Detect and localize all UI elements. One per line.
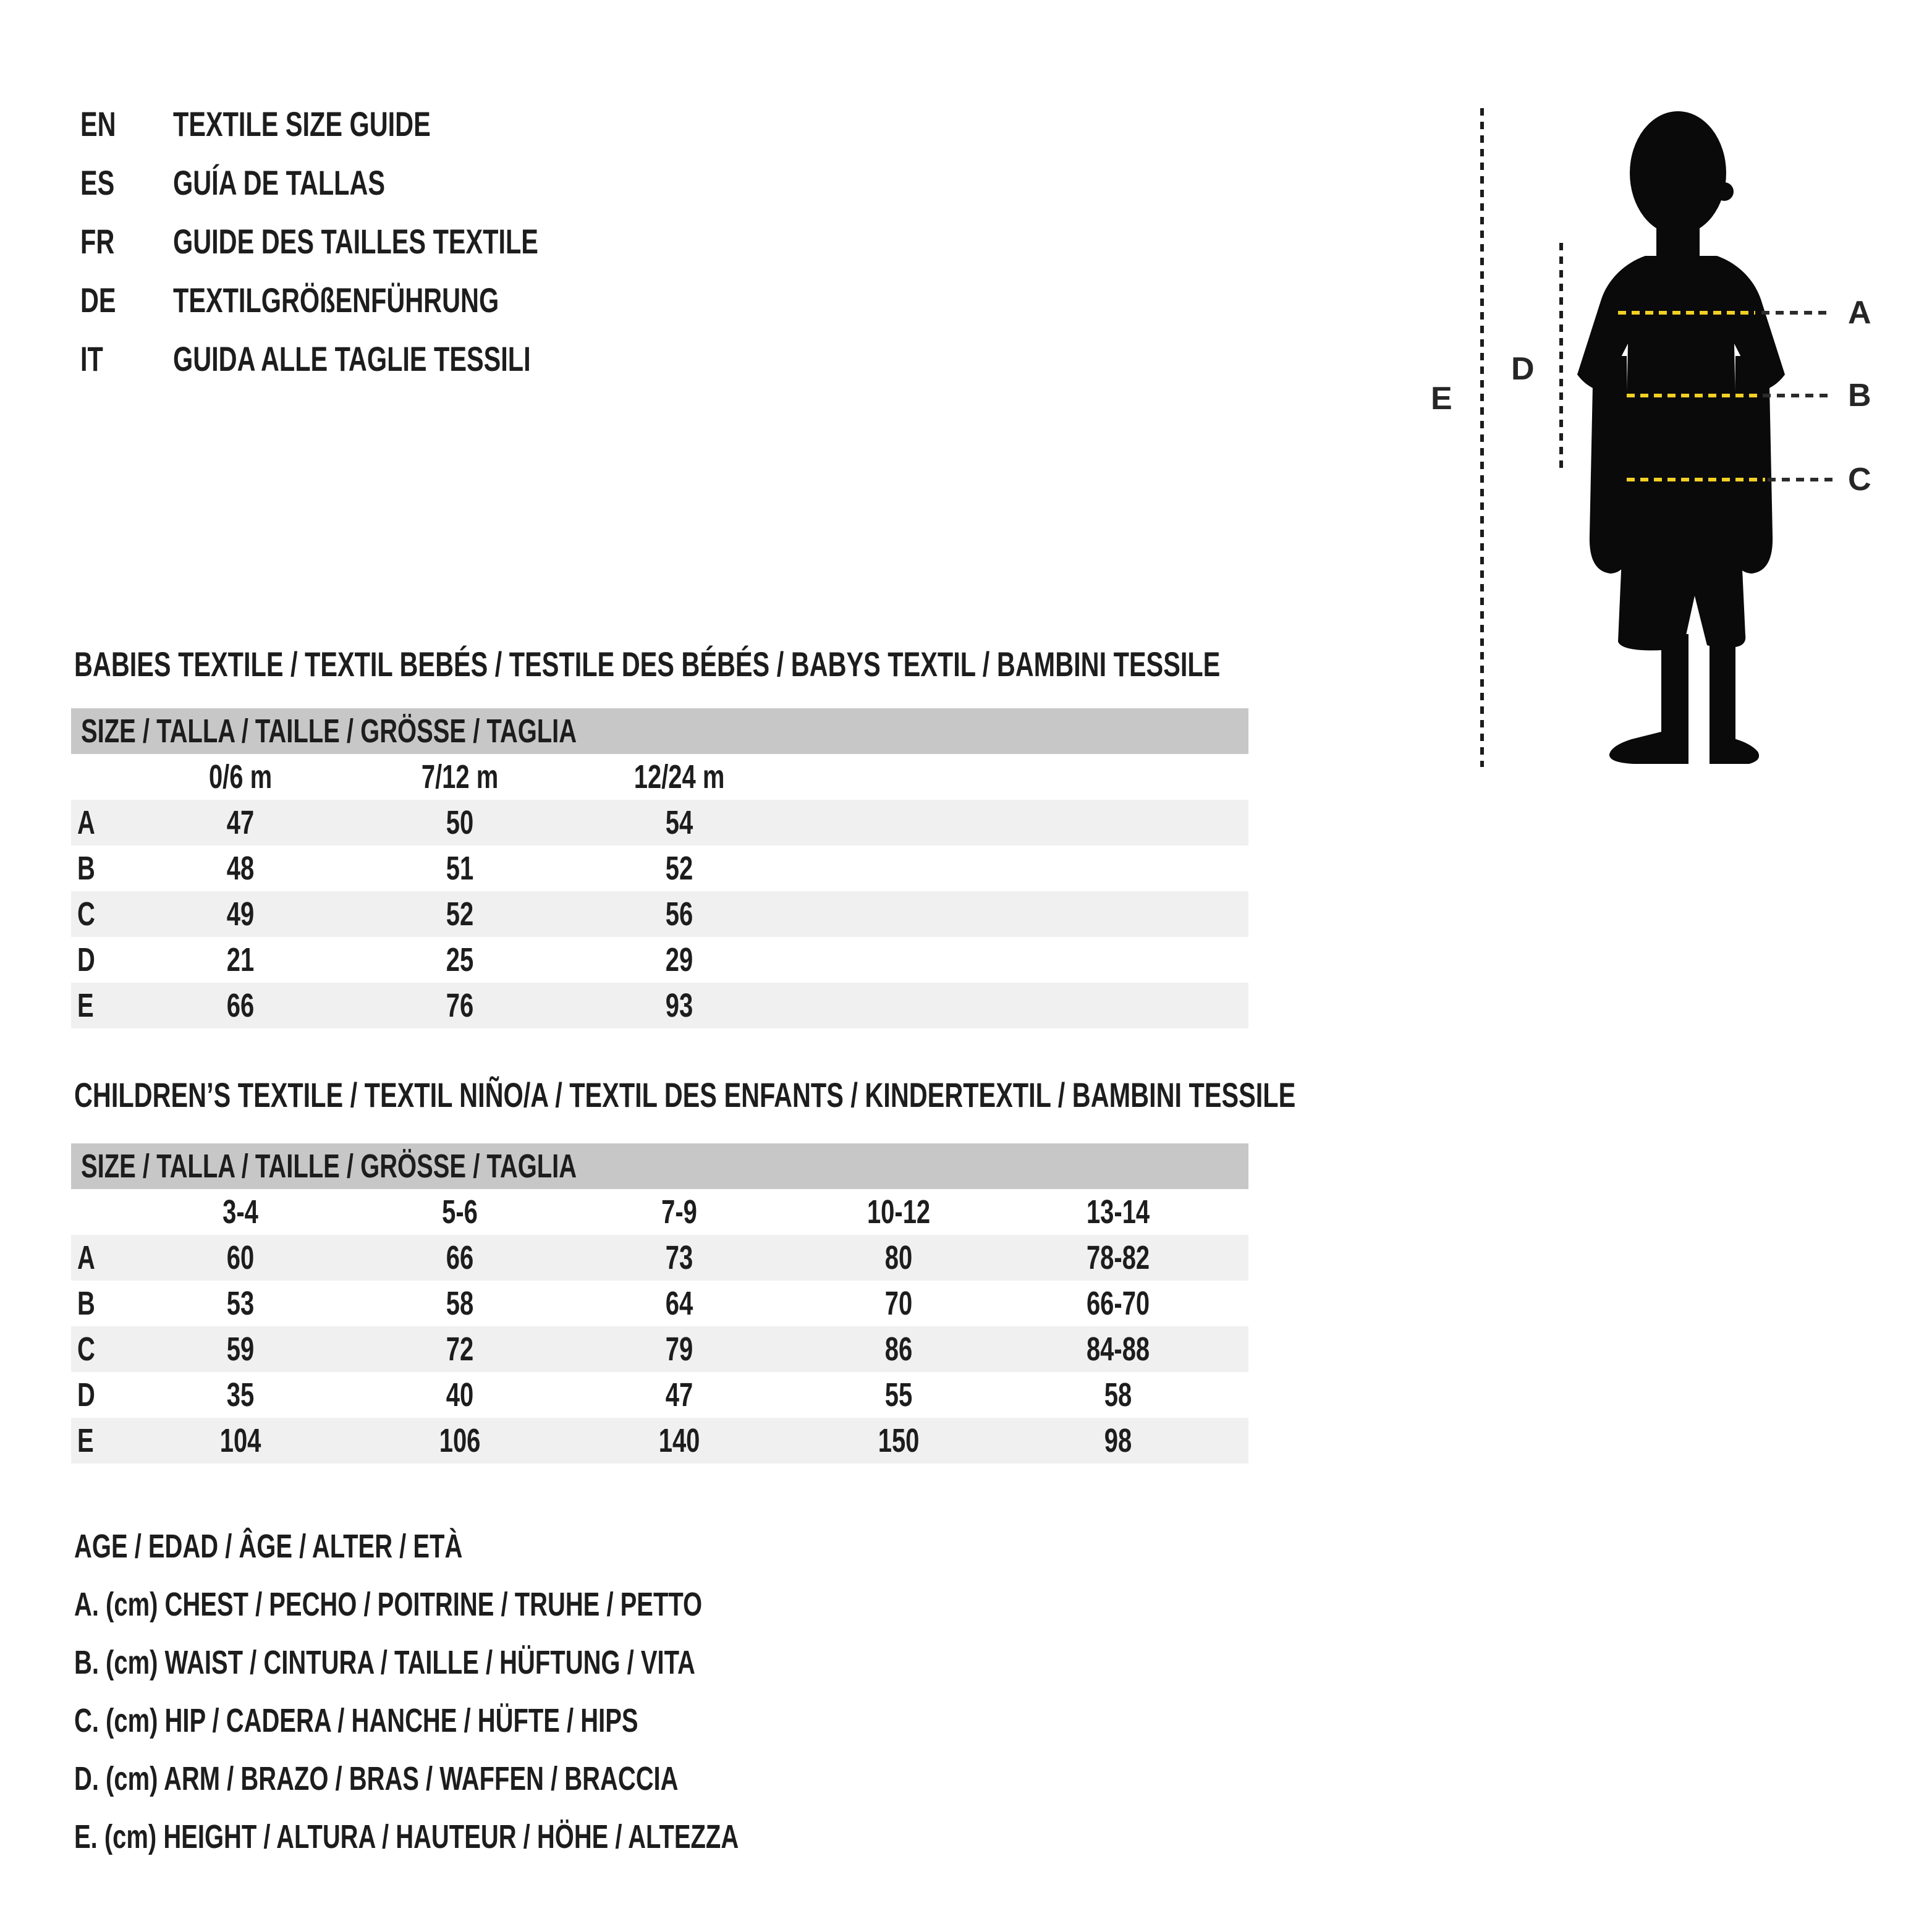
- babies-column-header-row: [71, 754, 1248, 800]
- cell: 98: [1104, 1422, 1132, 1459]
- hip-measure-dashes-black: [1768, 478, 1832, 481]
- row-label: A: [77, 804, 95, 841]
- cell: 25: [446, 941, 474, 978]
- table-row: [71, 1326, 1248, 1372]
- cell: 76: [446, 987, 474, 1024]
- cell: 47: [227, 804, 255, 841]
- column-header: 5-6: [442, 1193, 478, 1231]
- chest-measure-dashes-black: [1761, 311, 1832, 315]
- row-label: B: [77, 1285, 95, 1322]
- cell: 56: [666, 896, 693, 933]
- lang-code: EN: [80, 104, 116, 143]
- babies-size-header-bar: SIZE / TALLA / TAILLE / GRÖSSE / TAGLIA: [71, 708, 1248, 754]
- measure-label-c: C: [1848, 462, 1871, 498]
- silhouette-right-leg: [1710, 631, 1735, 739]
- cell: 40: [446, 1376, 474, 1413]
- row-label: A: [77, 1239, 95, 1276]
- table-row: [71, 1281, 1248, 1326]
- lang-row-en: [80, 95, 667, 153]
- cell: 49: [227, 896, 255, 933]
- measure-label-b: B: [1848, 378, 1871, 413]
- cell: 58: [446, 1285, 474, 1322]
- cell: 73: [666, 1239, 693, 1276]
- babies-table: [71, 754, 1248, 1028]
- lang-code: DE: [80, 281, 116, 320]
- lang-code: FR: [80, 222, 115, 261]
- language-title-list: [80, 95, 667, 388]
- cell: 50: [446, 804, 474, 841]
- cell: 35: [227, 1376, 255, 1413]
- table-row: [71, 937, 1248, 983]
- cell: 78-82: [1087, 1239, 1150, 1276]
- corner-cell: [71, 1189, 131, 1235]
- cell: 59: [227, 1331, 255, 1368]
- cell: 84-88: [1087, 1331, 1150, 1368]
- cell: 58: [1104, 1376, 1132, 1413]
- cell: 93: [666, 987, 693, 1024]
- lang-row-es: [80, 153, 667, 212]
- cell: 64: [666, 1285, 693, 1322]
- cell: 55: [885, 1376, 913, 1413]
- cell: 79: [666, 1331, 693, 1368]
- chest-measure-dashes-yellow: [1618, 311, 1755, 315]
- lang-title: GUIDE DES TAILLES TEXTILE: [173, 222, 538, 261]
- measure-label-e: E: [1431, 381, 1452, 417]
- cell: 80: [885, 1239, 913, 1276]
- column-header: 3-4: [222, 1193, 259, 1231]
- lang-title: GUÍA DE TALLAS: [173, 163, 386, 202]
- waist-measure-dashes-black: [1763, 394, 1832, 397]
- silhouette-ear: [1715, 182, 1734, 201]
- table-row: [71, 800, 1248, 845]
- corner-cell: [71, 754, 131, 800]
- cell: 21: [227, 941, 255, 978]
- legend-height: E. (cm) HEIGHT / ALTURA / HAUTEUR / HÖHE / ALTEZZA: [74, 1818, 739, 1855]
- lang-row-fr: [80, 212, 667, 271]
- silhouette-neck: [1656, 213, 1700, 261]
- cell: 104: [220, 1422, 261, 1459]
- cell: 52: [446, 896, 474, 933]
- lang-row-it: [80, 329, 667, 388]
- lang-title: TEXTILGRÖßENFÜHRUNG: [173, 281, 499, 320]
- legend-age: AGE / EDAD / ÂGE / ALTER / ETÀ: [74, 1528, 463, 1565]
- row-label: B: [77, 850, 95, 887]
- table-row: [71, 845, 1248, 891]
- cell: 51: [446, 850, 474, 887]
- column-header: 7-9: [661, 1193, 698, 1231]
- table-row: [71, 891, 1248, 937]
- children-size-header-bar: SIZE / TALLA / TAILLE / GRÖSSE / TAGLIA: [71, 1143, 1248, 1189]
- table-row: [71, 1418, 1248, 1464]
- silhouette-left-shoe: [1609, 732, 1688, 764]
- cell: 60: [227, 1239, 255, 1276]
- row-label: D: [77, 941, 95, 978]
- legend-arm: D. (cm) ARM / BRAZO / BRAS / WAFFEN / BRACCIA: [74, 1760, 679, 1797]
- row-label: D: [77, 1376, 95, 1413]
- column-header: 7/12 m: [422, 758, 499, 795]
- row-label: C: [77, 896, 95, 933]
- lang-title: TEXTILE SIZE GUIDE: [173, 104, 431, 143]
- cell: 70: [885, 1285, 913, 1322]
- measurement-legend: [74, 1517, 972, 1866]
- measure-label-d: D: [1511, 351, 1535, 387]
- hip-measure-dashes-yellow: [1627, 478, 1765, 481]
- cell: 66: [227, 987, 255, 1024]
- cell: 29: [666, 941, 693, 978]
- cell: 150: [878, 1422, 920, 1459]
- legend-waist: B. (cm) WAIST / CINTURA / TAILLE / HÜFTUNG / VITA: [74, 1644, 695, 1681]
- table-row: [71, 983, 1248, 1028]
- silhouette-left-leg: [1661, 634, 1688, 739]
- cell: 66-70: [1087, 1285, 1150, 1322]
- cell: 54: [666, 804, 693, 841]
- row-label: E: [77, 1422, 94, 1459]
- table-row: [71, 1372, 1248, 1418]
- arm-measure-line-d: [1559, 243, 1563, 470]
- column-header: 13-14: [1087, 1193, 1150, 1231]
- measure-label-a: A: [1848, 295, 1871, 331]
- legend-chest: A. (cm) CHEST / PECHO / POITRINE / TRUHE / PETTO: [74, 1586, 703, 1623]
- table-row: [71, 1235, 1248, 1281]
- children-section-title: CHILDREN’S TEXTILE / TEXTIL NIÑO/A / TEXTIL DES ENFANTS / KINDERTEXTIL / BAMBINI TESSILE: [74, 1075, 1296, 1114]
- column-header: 10-12: [867, 1193, 931, 1231]
- column-header: 0/6 m: [209, 758, 273, 795]
- row-label: C: [77, 1331, 95, 1368]
- cell: 48: [227, 850, 255, 887]
- waist-measure-dashes-yellow: [1627, 394, 1760, 397]
- cell: 52: [666, 850, 693, 887]
- legend-hip: C. (cm) HIP / CADERA / HANCHE / HÜFTE / HIPS: [74, 1702, 638, 1739]
- lang-row-de: [80, 271, 667, 329]
- column-header: 12/24 m: [634, 758, 725, 795]
- row-label: E: [77, 987, 94, 1024]
- lang-code: ES: [80, 163, 115, 202]
- lang-code: IT: [80, 339, 103, 378]
- cell: 47: [666, 1376, 693, 1413]
- cell: 86: [885, 1331, 913, 1368]
- cell: 106: [439, 1422, 481, 1459]
- children-table: [71, 1189, 1248, 1464]
- cell: 53: [227, 1285, 255, 1322]
- cell: 140: [659, 1422, 700, 1459]
- babies-section-title: BABIES TEXTILE / TEXTIL BEBÉS / TESTILE DES BÉBÉS / BABYS TEXTIL / BAMBINI TESSILE: [74, 645, 1221, 684]
- lang-title: GUIDA ALLE TAGLIE TESSILI: [173, 339, 531, 378]
- children-column-header-row: [71, 1189, 1248, 1235]
- cell: 72: [446, 1331, 474, 1368]
- cell: 66: [446, 1239, 474, 1276]
